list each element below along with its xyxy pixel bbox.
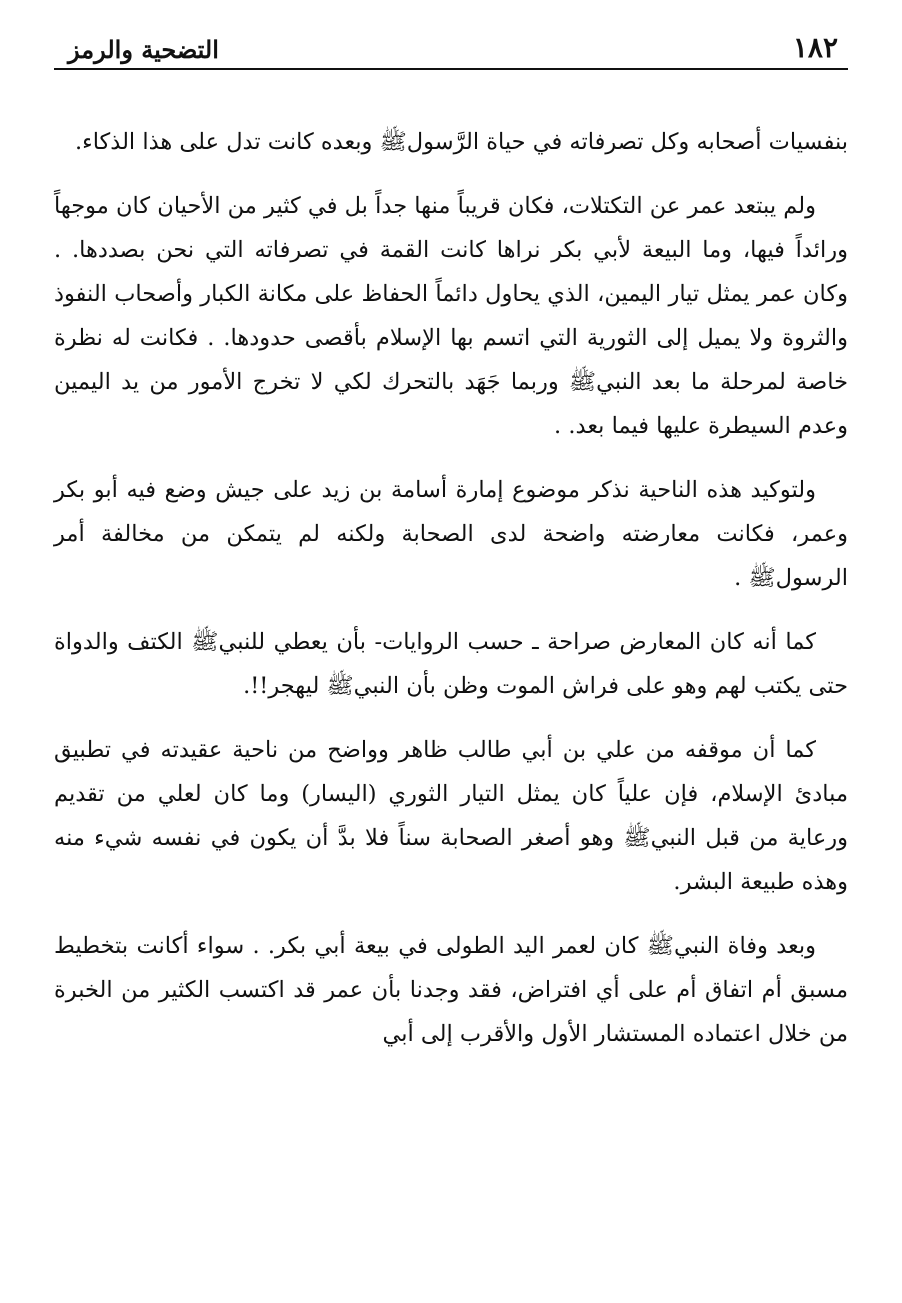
body-text: [54, 120, 848, 1056]
paragraph: كما أن موقفه من علي بن أبي طالب ظاهر وواضح من ناحية عقيدته في تطبيق مبادئ الإسلام، فإن علياً كان يمثل التيار الثوري (اليسار) وما كان لعلي من تقديم ورعاية من قبل النبيﷺ وهو أصغر الصحابة سناً فلا بدَّ أن يكون في نفسه شيء منه وهذه طبيعة البشر.: [54, 737, 848, 895]
paragraph: وبعد وفاة النبيﷺ كان لعمر اليد الطولى في بيعة أبي بكر. . سواء أكانت بتخطيط مسبق أم اتفاق أم على أي افتراض، فقد وجدنا بأن عمر قد اكتسب الكثير من الخبرة من خلال اعتماده المستشار الأول والأقرب إلى أبي: [54, 933, 848, 1047]
running-header: [54, 24, 848, 70]
chapter-title: التضحية والرمز: [68, 35, 219, 64]
page-number: ١٨٢: [792, 31, 838, 64]
paragraph: بنفسيات أصحابه وكل تصرفاته في حياة الرَّسولﷺ وبعده كانت تدل على هذا الذكاء.: [74, 129, 848, 155]
book-page: [54, 24, 848, 1303]
paragraph: كما أنه كان المعارض صراحة ـ حسب الروايات- بأن يعطي للنبيﷺ الكتف والدواة حتى يكتب لهم وهو على فراش الموت وظن بأن النبيﷺ ليهجر!!.: [54, 629, 848, 699]
paragraph: ولتوكيد هذه الناحية نذكر موضوع إمارة أسامة بن زيد على جيش وضع فيه أبو بكر وعمر، فكانت معارضته واضحة لدى الصحابة ولكنه لم يتمكن من مخالفة أمر الرسولﷺ .: [54, 477, 848, 591]
paragraph: ولم يبتعد عمر عن التكتلات، فكان قريباً منها جداً بل في كثير من الأحيان كان موجهاً ورائداً فيها، وما البيعة لأبي بكر نراها كانت القمة في تصرفاته التي نحن بصددها. . وكان عمر يمثل تيار اليمين، الذي يحاول دائماً الحفاظ على مكانة الكبار وأصحاب النفوذ والثروة ولا يميل إلى الثورية التي اتسم بها الإسلام بأقصى حدودها. . فكانت له نظرة خاصة لمرحلة ما بعد النبيﷺ وربما جَهَد بالتحرك لكي لا تخرج الأمور من يد اليمين وعدم السيطرة عليها فيما بعد. .: [54, 193, 848, 439]
